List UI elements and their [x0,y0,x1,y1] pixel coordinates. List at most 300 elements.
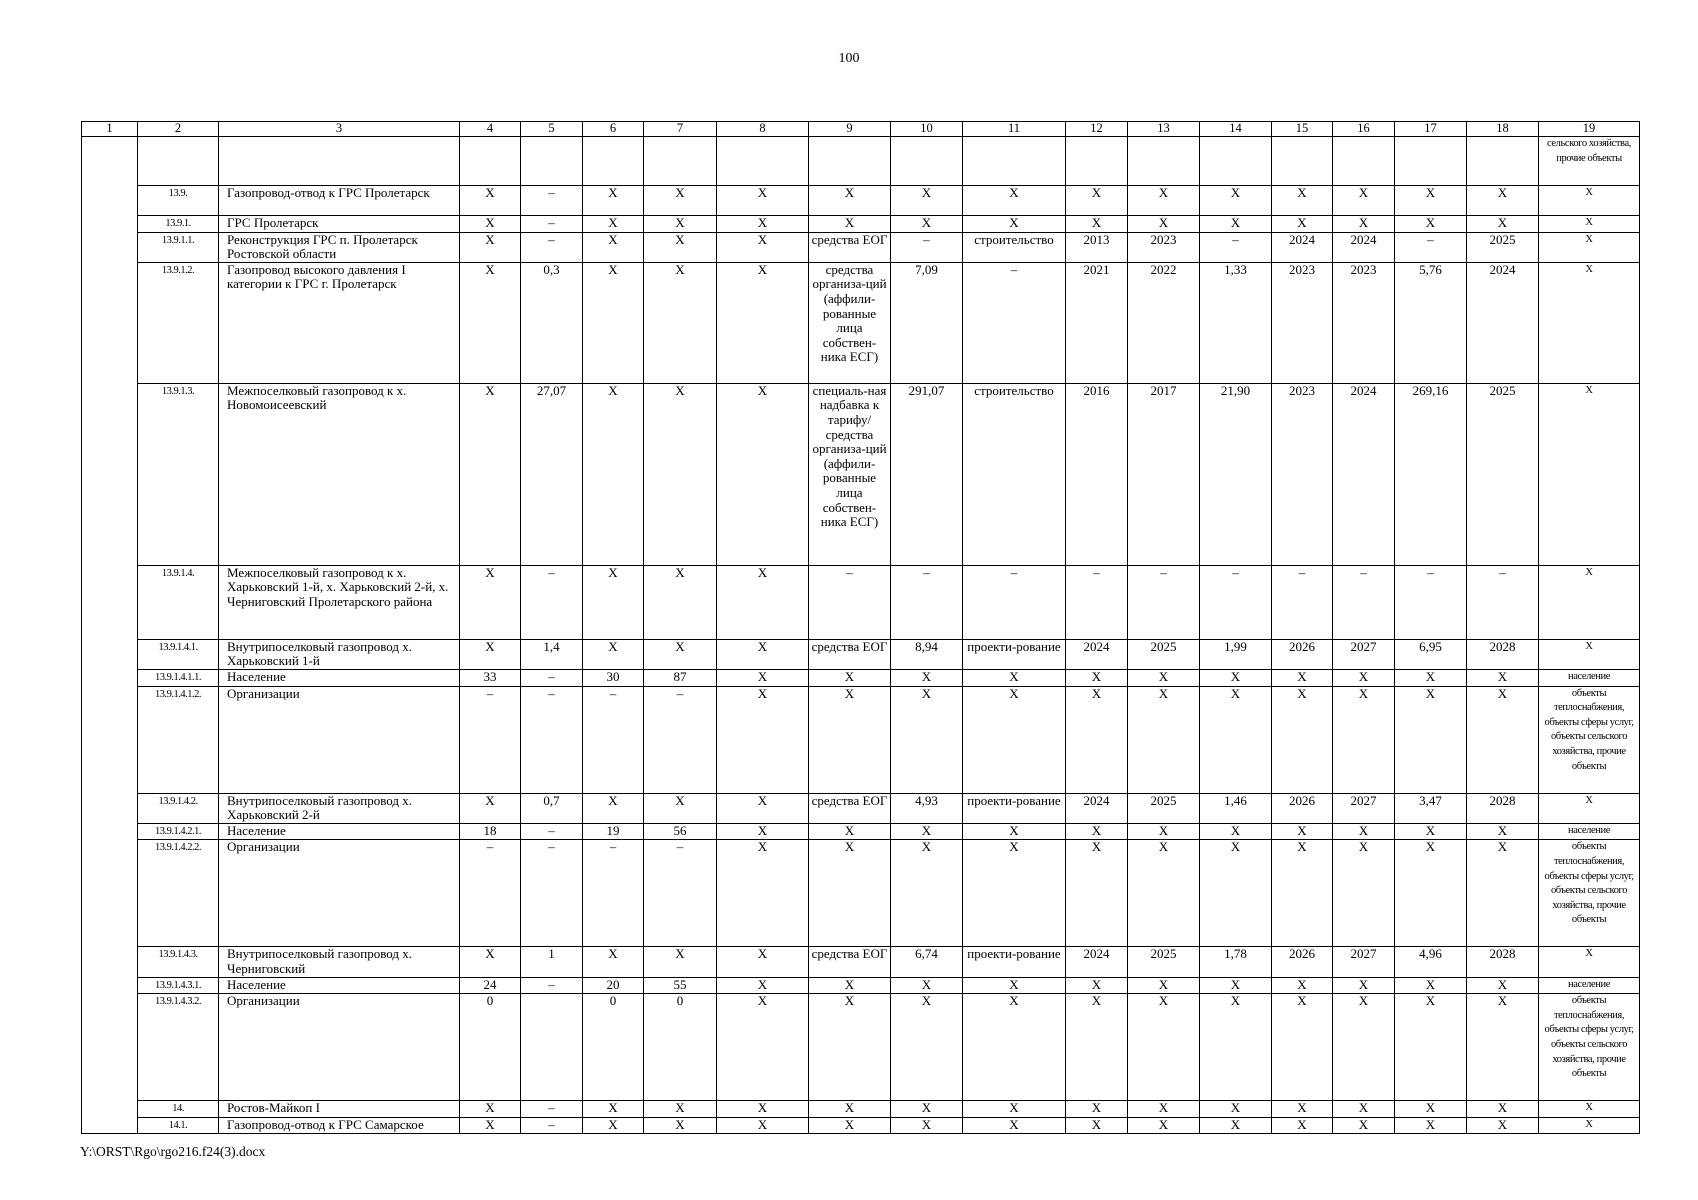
table-cell: X [1272,994,1333,1101]
table-cell: 1,4 [521,639,583,669]
table-cell: 8,94 [891,639,963,669]
table-cell: 2026 [1272,639,1333,669]
table-cell: строительство [963,383,1066,565]
table-cell: 18 [460,823,521,840]
table-cell: X [1128,823,1200,840]
table-cell: 4,93 [891,793,963,823]
table-cell: X [717,840,809,947]
table-cell: X [809,1117,891,1134]
table-cell: объекты теплоснабжения, объекты сферы услуг, объекты сельского хозяйства, прочие объекты [1539,686,1640,793]
row-name-cell: Население [219,669,460,686]
table-body [82,122,1640,1134]
table-cell: средства ЕОГ [809,793,891,823]
header-row [82,122,1640,137]
header-cell-5: 5 [521,122,583,137]
table-cell: – [583,840,644,947]
table-cell: X [1066,669,1128,686]
header-cell-11: 11 [963,122,1066,137]
table-cell [1200,137,1272,186]
table-cell: 2025 [1128,793,1200,823]
header-cell-14: 14 [1200,122,1272,137]
table-cell [1272,137,1333,186]
table-cell: X [644,383,717,565]
table-cell: X [1272,216,1333,233]
table-cell: 24 [460,977,521,994]
row-number-cell: 13.9.1.4.3.1. [138,977,219,994]
table-cell [1467,137,1539,186]
table-cell: X [644,1101,717,1118]
table-cell: – [1395,565,1467,639]
table-cell: 2021 [1066,262,1128,383]
table-cell: 6,95 [1395,639,1467,669]
table-cell: X [1272,186,1333,216]
table-cell: X [1539,186,1640,216]
header-cell-7: 7 [644,122,717,137]
table-cell: X [1467,994,1539,1101]
table-cell: X [1272,977,1333,994]
footer-file-path: Y:\ORST\Rgo\rgo216.f24(3).docx [80,1144,266,1159]
table-cell: X [583,262,644,383]
table-cell: 0 [644,994,717,1101]
table-row [82,216,1640,233]
table-cell: 1,33 [1200,262,1272,383]
table-cell: X [1272,1101,1333,1118]
table-cell: X [583,232,644,262]
table-cell: X [891,216,963,233]
table-cell: X [809,686,891,793]
table-cell: X [717,639,809,669]
table-cell: X [963,977,1066,994]
gas-pipeline-table [81,121,1640,1134]
table-cell: 2013 [1066,232,1128,262]
table-row [82,793,1640,823]
table-cell: X [1539,1101,1640,1118]
table-cell: 2024 [1333,383,1395,565]
row-number-cell: 13.9.1.4.3.2. [138,994,219,1101]
table-cell: X [717,1117,809,1134]
table-cell: – [1066,565,1128,639]
table-cell: X [460,216,521,233]
table-cell: 6,74 [891,947,963,977]
table-cell: X [963,686,1066,793]
header-cell-13: 13 [1128,122,1200,137]
table-cell: X [1395,977,1467,994]
row-number-cell: 13.9.1.3. [138,383,219,565]
table-cell: X [1128,186,1200,216]
table-cell: 2024 [1272,232,1333,262]
table-cell: X [717,947,809,977]
table-cell: 27,07 [521,383,583,565]
table-cell: X [644,565,717,639]
table-cell: X [460,565,521,639]
row-number-cell: 13.9.1.2. [138,262,219,383]
table-row [82,823,1640,840]
header-cell-15: 15 [1272,122,1333,137]
table-cell: 2025 [1467,232,1539,262]
table-cell: X [460,1117,521,1134]
table-cell: 4,96 [1395,947,1467,977]
table-cell: X [1066,840,1128,947]
table-cell: – [1467,565,1539,639]
table-cell: население [1539,669,1640,686]
table-cell: 269,16 [1395,383,1467,565]
table-cell: X [717,216,809,233]
table-cell: – [891,565,963,639]
table-cell: X [717,977,809,994]
table-cell: X [1272,686,1333,793]
table-cell: – [644,840,717,947]
table-cell: 0 [583,994,644,1101]
table-cell: население [1539,823,1640,840]
row-name-cell: Организации [219,840,460,947]
table-cell: X [1333,186,1395,216]
table-cell [809,137,891,186]
table-cell: – [460,840,521,947]
table-cell: X [583,1101,644,1118]
table-cell: 2028 [1467,947,1539,977]
table-cell: средства ЕОГ [809,232,891,262]
table-cell [1395,137,1467,186]
table-cell: X [460,383,521,565]
table-cell: X [1539,565,1640,639]
table-cell: 0,7 [521,793,583,823]
table-cell: X [809,840,891,947]
table-cell: X [644,1117,717,1134]
table-cell: X [1333,1117,1395,1134]
table-cell: 2027 [1333,639,1395,669]
table-cell: X [1272,840,1333,947]
table-cell: – [521,1117,583,1134]
table-row [82,947,1640,977]
table-cell: 1,99 [1200,639,1272,669]
table-cell: X [963,823,1066,840]
table-cell: X [1333,994,1395,1101]
table-cell: – [1200,565,1272,639]
table-cell: X [809,1101,891,1118]
table-cell: X [1066,1117,1128,1134]
table-cell: X [1200,669,1272,686]
table-cell: – [644,686,717,793]
table-cell: 2022 [1128,262,1200,383]
table-cell: X [891,686,963,793]
table-cell: средства организа-ций (аффили-рованные лица собствен-ника ЕСГ) [809,262,891,383]
table-cell [460,137,521,186]
table-row [82,137,1640,186]
table-cell: X [1467,1101,1539,1118]
table-cell: 2024 [1333,232,1395,262]
table-cell: 2026 [1272,793,1333,823]
table-cell: X [717,232,809,262]
table-cell: X [644,793,717,823]
table-cell: X [460,639,521,669]
table-cell: X [1333,216,1395,233]
row-name-cell: Внутрипоселковый газопровод х. Харьковский 2-й [219,793,460,823]
column-1-cell [82,137,138,1134]
table-cell: X [1066,977,1128,994]
table-cell: X [717,1101,809,1118]
table-cell: 2024 [1066,947,1128,977]
table-cell: – [521,977,583,994]
table-cell: – [521,216,583,233]
table-cell: X [963,669,1066,686]
table-row [82,186,1640,216]
table-cell: X [891,669,963,686]
table-cell: 2016 [1066,383,1128,565]
table-cell: – [1333,565,1395,639]
table-cell: X [1333,669,1395,686]
table-cell [521,137,583,186]
table-cell: средства ЕОГ [809,947,891,977]
table-cell: X [583,383,644,565]
row-number-cell: 13.9.1.4.2.1. [138,823,219,840]
table-cell: X [460,232,521,262]
table-cell [963,137,1066,186]
table-cell: население [1539,977,1640,994]
row-name-cell: Организации [219,686,460,793]
table-cell: X [583,186,644,216]
table-cell: X [644,947,717,977]
table-cell: X [1066,686,1128,793]
table-cell: X [1333,823,1395,840]
table-row [82,977,1640,994]
table-cell: – [1200,232,1272,262]
header-cell-2: 2 [138,122,219,137]
table-cell: X [809,994,891,1101]
table-cell: X [1539,639,1640,669]
table-cell: X [1395,669,1467,686]
table-cell: X [1333,1101,1395,1118]
table-cell: проекти-рование [963,793,1066,823]
page-number: 100 [838,51,860,66]
table-cell: X [1539,793,1640,823]
table-cell: X [1128,1117,1200,1134]
table-cell: X [1200,216,1272,233]
table-cell: – [1395,232,1467,262]
table-cell: X [1467,686,1539,793]
table-cell: 87 [644,669,717,686]
table-cell: X [1395,994,1467,1101]
table-cell: – [521,669,583,686]
table-cell: X [1467,977,1539,994]
header-cell-6: 6 [583,122,644,137]
table-cell: – [521,840,583,947]
table-cell: 21,90 [1200,383,1272,565]
table-cell: 2027 [1333,947,1395,977]
table-row [82,232,1640,262]
table-cell: X [1200,1117,1272,1134]
table-cell: средства ЕОГ [809,639,891,669]
table-cell: X [583,639,644,669]
row-name-cell [219,137,460,186]
table-cell: X [460,186,521,216]
table-cell: X [1467,840,1539,947]
row-number-cell: 13.9.1.1. [138,232,219,262]
table-cell: 7,09 [891,262,963,383]
table-cell [1333,137,1395,186]
table-cell: X [891,823,963,840]
table-cell [891,137,963,186]
table-cell: X [809,977,891,994]
table-cell: X [1395,1117,1467,1134]
table-cell: X [583,793,644,823]
table-cell: 2025 [1128,947,1200,977]
table-cell: X [460,793,521,823]
row-name-cell: ГРС Пролетарск [219,216,460,233]
table-cell: X [583,947,644,977]
table-cell: X [1200,1101,1272,1118]
table-cell: X [1467,1117,1539,1134]
table-cell: X [1395,216,1467,233]
table-cell: 2028 [1467,793,1539,823]
table-cell [583,137,644,186]
table-cell: X [1467,669,1539,686]
table-cell: X [717,994,809,1101]
table-cell: X [717,186,809,216]
row-number-cell: 13.9.1.4.2. [138,793,219,823]
table-cell: X [963,994,1066,1101]
table-cell: X [809,669,891,686]
table-cell: 2025 [1128,639,1200,669]
table-cell: 3,47 [1395,793,1467,823]
table-cell: X [1539,262,1640,383]
table-cell: – [963,565,1066,639]
table-cell: 1,46 [1200,793,1272,823]
table-cell: X [1539,947,1640,977]
table-cell: X [1066,186,1128,216]
table-cell: X [717,669,809,686]
table-cell: 2023 [1128,232,1200,262]
table-cell: 2028 [1467,639,1539,669]
table-cell [644,137,717,186]
table-cell: X [644,232,717,262]
table-row [82,262,1640,383]
table-cell: X [1539,383,1640,565]
table-cell: – [1272,565,1333,639]
table-cell: 33 [460,669,521,686]
table-row [82,1117,1640,1134]
table-row [82,840,1640,947]
table-cell: X [644,639,717,669]
table-cell: X [1066,823,1128,840]
table-cell: 2023 [1272,383,1333,565]
table-cell: X [809,186,891,216]
table-cell: 55 [644,977,717,994]
row-name-cell: Межпоселковый газопровод к х. Харьковский 1-й, х. Харьковский 2-й, х. Черниговский Пролетарского района [219,565,460,639]
table-cell: X [583,216,644,233]
row-number-cell: 13.9.1.4. [138,565,219,639]
table-cell: X [1200,994,1272,1101]
table-cell: X [1395,686,1467,793]
table-cell: X [891,1101,963,1118]
table-cell: – [521,565,583,639]
table-cell: X [809,216,891,233]
header-cell-18: 18 [1467,122,1539,137]
table-cell: X [1066,994,1128,1101]
table-cell [521,994,583,1101]
table-cell: – [521,686,583,793]
table-cell: X [717,686,809,793]
table-cell: X [460,1101,521,1118]
table-cell: X [1395,186,1467,216]
table-cell: – [521,186,583,216]
table-cell: X [1539,232,1640,262]
header-cell-10: 10 [891,122,963,137]
table-cell: X [963,1117,1066,1134]
table-row [82,994,1640,1101]
table-cell: X [1200,686,1272,793]
table-cell: строительство [963,232,1066,262]
table-cell: X [1200,840,1272,947]
header-cell-3: 3 [219,122,460,137]
table-row [82,686,1640,793]
table-cell: X [963,1101,1066,1118]
table-cell: X [1272,669,1333,686]
row-number-cell: 13.9.1.4.1.1. [138,669,219,686]
table-cell: X [1467,186,1539,216]
header-cell-9: 9 [809,122,891,137]
table-cell: – [460,686,521,793]
table-cell: 19 [583,823,644,840]
table-cell: 2025 [1467,383,1539,565]
table-cell: X [1200,823,1272,840]
table-cell: – [809,565,891,639]
table-cell: X [963,216,1066,233]
table-cell: 1,78 [1200,947,1272,977]
row-name-cell: Реконструкция ГРС п. Пролетарск Ростовской области [219,232,460,262]
table-cell: 291,07 [891,383,963,565]
table-cell: 2023 [1272,262,1333,383]
row-number-cell: 13.9.1.4.1. [138,639,219,669]
header-cell-1: 1 [82,122,138,137]
table-cell: X [891,186,963,216]
table-cell: X [1128,977,1200,994]
table-cell: 56 [644,823,717,840]
table-cell: – [891,232,963,262]
row-name-cell: Межпоселковый газопровод к х. Новомоисеевский [219,383,460,565]
row-name-cell: Население [219,823,460,840]
table-cell: X [963,186,1066,216]
table-cell: X [644,216,717,233]
table-cell: X [717,383,809,565]
table-cell: 2024 [1467,262,1539,383]
table-cell: 2027 [1333,793,1395,823]
table-cell: X [891,840,963,947]
table-cell: X [1333,686,1395,793]
row-name-cell: Ростов-Майкоп I [219,1101,460,1118]
table-cell: X [1333,840,1395,947]
row-number-cell: 13.9.1.4.2.2. [138,840,219,947]
table-cell: 1 [521,947,583,977]
table-row [82,1101,1640,1118]
table-cell: X [1128,669,1200,686]
table-cell: X [717,262,809,383]
row-name-cell: Внутрипоселковый газопровод х. Черниговский [219,947,460,977]
table-cell: X [1395,1101,1467,1118]
table-cell: X [1272,1117,1333,1134]
table-cell: X [1066,216,1128,233]
table-cell: X [1467,823,1539,840]
table-cell: 2024 [1066,793,1128,823]
table-cell: X [1539,1117,1640,1134]
table-cell: сельского хозяйства, прочие объекты [1539,137,1640,186]
table-cell: X [644,186,717,216]
row-number-cell: 13.9. [138,186,219,216]
row-number-cell: 13.9.1.4.1.2. [138,686,219,793]
table-cell: 0 [460,994,521,1101]
table-cell: X [583,565,644,639]
table-cell: объекты теплоснабжения, объекты сферы услуг, объекты сельского хозяйства, прочие объекты [1539,840,1640,947]
row-number-cell: 13.9.1. [138,216,219,233]
